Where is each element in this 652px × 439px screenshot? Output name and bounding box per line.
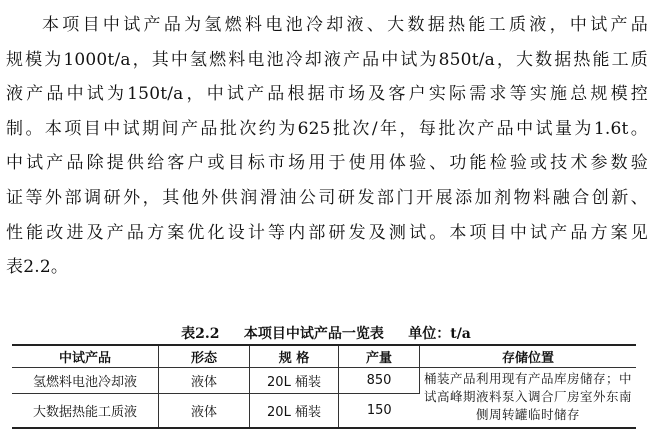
header-spec: 规 格 — [250, 345, 339, 367]
cell-storage: 桶装产品利用现有产品库房储存；中试高峰期液料泵入调合厂房室外东南侧周转罐临时储存 — [424, 371, 633, 423]
table-header-row — [12, 345, 636, 367]
paragraph-line: 性能改进及产品方案优化设计等内部研发及测试。本项目中试产品方案见 — [6, 222, 648, 243]
table-caption: 表2.2 本项目中试产品一览表 单位：t/a — [181, 326, 471, 342]
paragraph-line: 制。本项目中试期间产品批次约为625批次/年，每批次产品中试量为1.6t。 — [6, 118, 648, 139]
header-product: 中试产品 — [12, 345, 159, 367]
paragraph-line: 中试产品除提供给客户或目标市场用于使用体验、功能检验或技术参数验 — [6, 153, 648, 174]
cell-output: 850 — [339, 367, 420, 393]
cell-spec: 20L 桶装 — [250, 367, 339, 393]
cell-output: 150 — [366, 402, 392, 418]
cell-form: 液体 — [159, 393, 250, 428]
paragraph-line: 表2.2。 — [6, 257, 69, 278]
paragraph-line: 液产品中试为150t/a，中试产品根据市场及客户实际需求等实施总规模控 — [6, 84, 648, 105]
header-storage: 存储位置 — [501, 350, 554, 366]
cell-product: 氢燃料电池冷却液 — [12, 367, 159, 393]
paragraph-line: 本项目中试产品为氢燃料电池冷却液、大数据热能工质液，中试产品 — [42, 15, 648, 35]
table-row — [12, 367, 636, 393]
header-form: 形态 — [159, 345, 250, 367]
paragraph-line: 规模为1000t/a，其中氢燃料电池冷却液产品中试为850t/a，大数据热能工质 — [6, 49, 648, 70]
paragraph-line: 证等外部调研外，其他外供润滑油公司研发部门开展添加剂物料融合创新、 — [6, 187, 648, 208]
product-table — [12, 344, 636, 429]
cell-form: 液体 — [159, 367, 250, 393]
body-paragraph — [6, 8, 648, 285]
header-output: 产量 — [339, 345, 420, 367]
cell-product: 大数据热能工质液 — [12, 393, 159, 428]
cell-spec: 20L 桶装 — [250, 393, 339, 428]
